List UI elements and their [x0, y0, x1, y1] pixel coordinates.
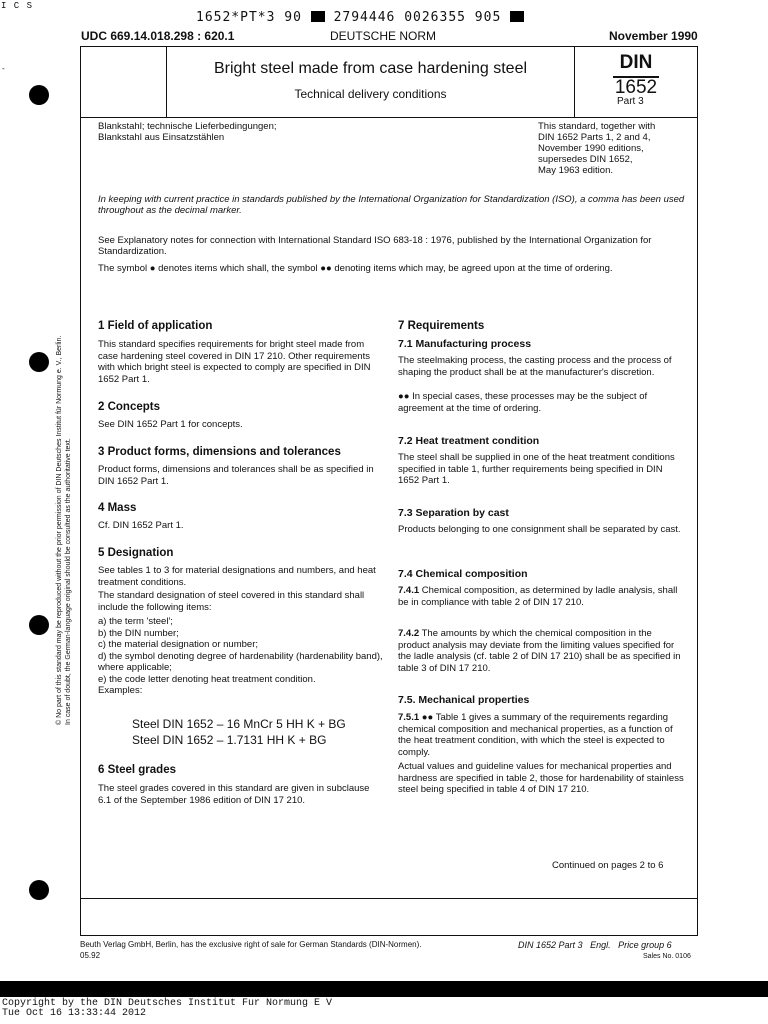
clause-number: 7.5.1 — [398, 712, 420, 723]
clause-number: 7.4.1 — [398, 585, 420, 596]
section-5-intro: See tables 1 to 3 for material designations and numbers, and heat treatment conditions. — [98, 565, 376, 588]
clause-text: Chemical composition, as determined by ladle analysis, shall be in compliance with table 2 of DIN 17 210. — [398, 585, 678, 608]
supersedes-line: November 1990 editions, — [538, 143, 644, 154]
corner-mark: I C S — [1, 1, 34, 11]
document-title: Bright steel made from case hardening steel — [213, 60, 528, 77]
section-1-heading: 1 Field of application — [98, 320, 213, 332]
footer-reference — [518, 940, 672, 950]
supersedes-line: May 1963 edition. — [538, 165, 613, 176]
title-rule — [80, 117, 698, 118]
footer-rule — [80, 898, 698, 899]
german-title-line-1: Blankstahl; technische Lieferbedingungen; — [98, 121, 277, 132]
section-7-4-1 — [398, 585, 684, 608]
section-4-text: Cf. DIN 1652 Part 1. — [98, 520, 184, 531]
sales-number: Sales No. 0106 — [643, 953, 691, 960]
side-note-1: © No part of this standard may be reproduced without the prior permission of DIN Deutsches Institut für Normung e. V., Berlin. — [56, 335, 63, 725]
list-item: b) the DIN number; — [98, 627, 179, 639]
frame-divider-left — [166, 46, 167, 118]
document-subtitle: Technical delivery conditions — [294, 87, 447, 101]
symbol-note — [98, 263, 698, 274]
designation-examples — [132, 716, 346, 748]
list-item: e) the code letter denoting heat treatment condition. — [98, 673, 316, 685]
section-7-4-2 — [398, 628, 684, 674]
clause-text: The amounts by which the chemical composition in the product analysis may deviate from the limiting values specified for the ladle analysis (cf. table 2 of DIN 17 210) shall be as specified in table 3 of DIN 17 210. — [398, 628, 681, 674]
iso-note: See Explanatory notes for connection with International Standard ISO 683-18 : 1976, published by the International Organization for Standardization. — [98, 235, 652, 257]
left-tick: - — [2, 64, 5, 73]
section-6-text: The steel grades covered in this standard are given in subclause 6.1 of the September 1986 edition of DIN 17 210. — [98, 783, 370, 806]
punch-hole — [29, 352, 49, 372]
double-bullet-icon: ●● — [398, 391, 410, 402]
footer-price: Price group 6 — [618, 940, 672, 950]
section-7-1-note-text: In special cases, these processes may be the subject of agreement at the time of ordering. — [398, 391, 648, 414]
norm-label: DEUTSCHE NORM — [330, 29, 437, 43]
side-note-2: In case of doubt, the German-language original should be consulted as the authoritative text. — [65, 438, 72, 725]
scan-strip — [0, 981, 768, 997]
supersedes-line: DIN 1652 Parts 1, 2 and 4, — [538, 132, 651, 143]
list-item: a) the term 'steel'; — [98, 616, 173, 627]
symbol-note-b: denotes items which shall, the symbol — [158, 263, 318, 274]
example-2: Steel DIN 1652 – 1.7131 HH K + BG — [132, 733, 327, 747]
section-7-1-heading: 7.1 Manufacturing process — [398, 338, 532, 350]
section-7-heading: 7 Requirements — [398, 320, 485, 332]
section-3-heading: 3 Product forms, dimensions and tolerances — [98, 446, 341, 458]
side-rights-note — [55, 265, 81, 725]
punch-hole — [29, 615, 49, 635]
section-7-5-1 — [398, 712, 684, 758]
section-5-heading: 5 Designation — [98, 547, 174, 559]
punch-hole — [29, 85, 49, 105]
din-part: Part 3 — [617, 96, 644, 107]
copyright-line-1: Copyright by the DIN Deutsches Institut Fur Normung E V — [2, 998, 333, 1009]
continued-note: Continued on pages 2 to 6 — [552, 860, 664, 871]
comma-note: In keeping with current practice in standards published by the International Organization for Standardization (ISO), a comma has been used throughout as the decimal marker. — [98, 194, 685, 216]
punch-hole — [29, 880, 49, 900]
section-7-3-heading: 7.3 Separation by cast — [398, 507, 509, 519]
section-7-1-text: The steelmaking process, the casting process and the process of shaping the product shall be at the manufacturer's discretion. — [398, 355, 672, 378]
udc-code: UDC 669.14.018.298 : 620.1 — [81, 29, 235, 43]
section-2-heading: 2 Concepts — [98, 401, 160, 413]
section-5-lead: The standard designation of steel covered in this standard shall include the following items: — [98, 590, 365, 613]
german-title — [98, 121, 398, 143]
symbol-note-a: The symbol — [98, 263, 148, 274]
publisher-note: Beuth Verlag GmbH, Berlin, has the exclusive right of sale for German Standards (DIN-Normen). — [80, 940, 422, 949]
section-7-4-heading: 7.4 Chemical composition — [398, 568, 528, 580]
section-3-text: Product forms, dimensions and tolerances shall be as specified in DIN 1652 Part 1. — [98, 464, 374, 487]
section-1-text: This standard specifies requirements for bright steel made from case hardening steel covered in DIN 17 210. Other requirements with which bright steel is expected to comply are specified in DIN 1652 Part 1. — [98, 339, 371, 385]
footer-din-ref: DIN 1652 Part 3 — [518, 940, 583, 950]
din-number: 1652 — [614, 77, 658, 98]
barcode-block-2 — [510, 11, 524, 22]
section-7-3-text: Products belonging to one consignment shall be separated by cast. — [398, 524, 681, 535]
list-item: c) the material designation or number; — [98, 639, 258, 650]
footer-lang: Engl. — [590, 940, 611, 950]
double-bullet-icon: ●● — [320, 263, 332, 274]
copyright-stamp — [2, 999, 332, 1019]
designation-list — [98, 616, 383, 697]
barcode-line — [196, 10, 524, 25]
german-title-line-2: Blankstahl aus Einsatzstählen — [98, 132, 225, 143]
examples-label: Examples: — [98, 685, 143, 696]
section-7-2-heading: 7.2 Heat treatment condition — [398, 435, 540, 447]
section-2-text: See DIN 1652 Part 1 for concepts. — [98, 419, 243, 430]
symbol-note-c: denoting items which may, be agreed upon at the time of ordering. — [334, 263, 613, 274]
barcode-block-1 — [311, 11, 325, 22]
example-1: Steel DIN 1652 – 16 MnCr 5 HH K + BG — [132, 717, 346, 731]
din-label: DIN — [619, 52, 653, 73]
print-code: 05.92 — [80, 951, 101, 960]
section-7-5-heading: 7.5. Mechanical properties — [398, 694, 530, 706]
supersedes-line: This standard, together with — [538, 121, 656, 132]
list-item: d) the symbol denoting degree of hardenability (hardenability band), where applicable; — [98, 650, 383, 673]
supersedes-line: supersedes DIN 1652, — [538, 154, 633, 165]
clause-text: Table 1 gives a summary of the requirements regarding chemical composition and mechanical properties, as a function of the heat treatment condition, with which the steel is expected to comply. — [398, 712, 673, 758]
double-bullet-icon: ●● — [421, 712, 434, 723]
supersedes-note — [538, 121, 698, 176]
copyright-line-2: Tue Oct 16 13:33:44 2012 — [2, 1008, 147, 1019]
section-4-heading: 4 Mass — [98, 502, 137, 514]
barcode-part-b: 2794446 0026355 905 — [333, 10, 502, 25]
bullet-icon: ● — [149, 263, 156, 274]
edition-date: November 1990 — [609, 29, 698, 43]
section-6-heading: 6 Steel grades — [98, 764, 176, 776]
clause-number: 7.4.2 — [398, 628, 420, 639]
section-7-1-note — [398, 391, 684, 414]
section-7-5-1-cont: Actual values and guideline values for mechanical properties and hardness are specified in table 2, those for hardenability of stainless steel being specified in table 4 of DIN 17 210. — [398, 761, 684, 795]
barcode-part-a: 1652*PT*3 90 — [196, 10, 302, 25]
section-7-2-text: The steel shall be supplied in one of the heat treatment conditions specified in table 1, further requirements being specified in DIN 1652 Part 1. — [398, 452, 675, 486]
